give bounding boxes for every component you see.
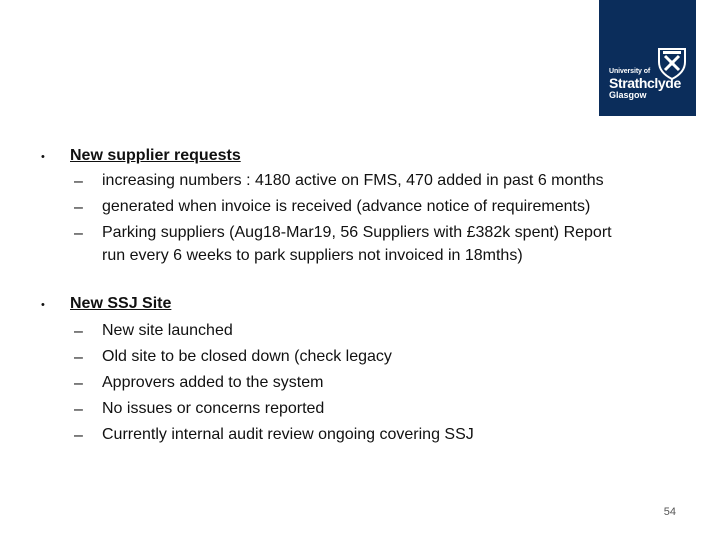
logo-city: Glasgow — [609, 90, 647, 100]
dash: – — [74, 323, 83, 340]
list-item: Parking suppliers (Aug18-Mar19, 56 Suppliers with £382k spent) Report — [102, 224, 612, 241]
logo-name: Strathclyde — [609, 75, 681, 91]
list-item: Currently internal audit review ongoing covering SSJ — [102, 426, 474, 443]
section-heading-supplier-requests: New supplier requests — [70, 147, 241, 164]
list-item-continuation: run every 6 weeks to park suppliers not invoiced in 18mths) — [102, 247, 523, 264]
list-item: New site launched — [102, 322, 233, 339]
bullet-2: • — [41, 299, 45, 311]
dash: – — [74, 225, 83, 242]
dash: – — [74, 349, 83, 366]
dash: – — [74, 173, 83, 190]
list-item: Old site to be closed down (check legacy — [102, 348, 392, 365]
section-heading-ssj-site: New SSJ Site — [70, 295, 172, 312]
list-item: No issues or concerns reported — [102, 400, 325, 417]
dash: – — [74, 401, 83, 418]
page-number: 54 — [663, 506, 676, 518]
dash: – — [74, 375, 83, 392]
bullet-1: • — [41, 151, 45, 163]
dash: – — [74, 427, 83, 444]
list-item: generated when invoice is received (advance notice of requirements) — [102, 198, 591, 215]
logo-university-of: University of — [609, 68, 651, 75]
dash: – — [74, 199, 83, 216]
list-item: Approvers added to the system — [102, 374, 324, 391]
list-item: increasing numbers : 4180 active on FMS, 470 added in past 6 months — [102, 172, 604, 189]
